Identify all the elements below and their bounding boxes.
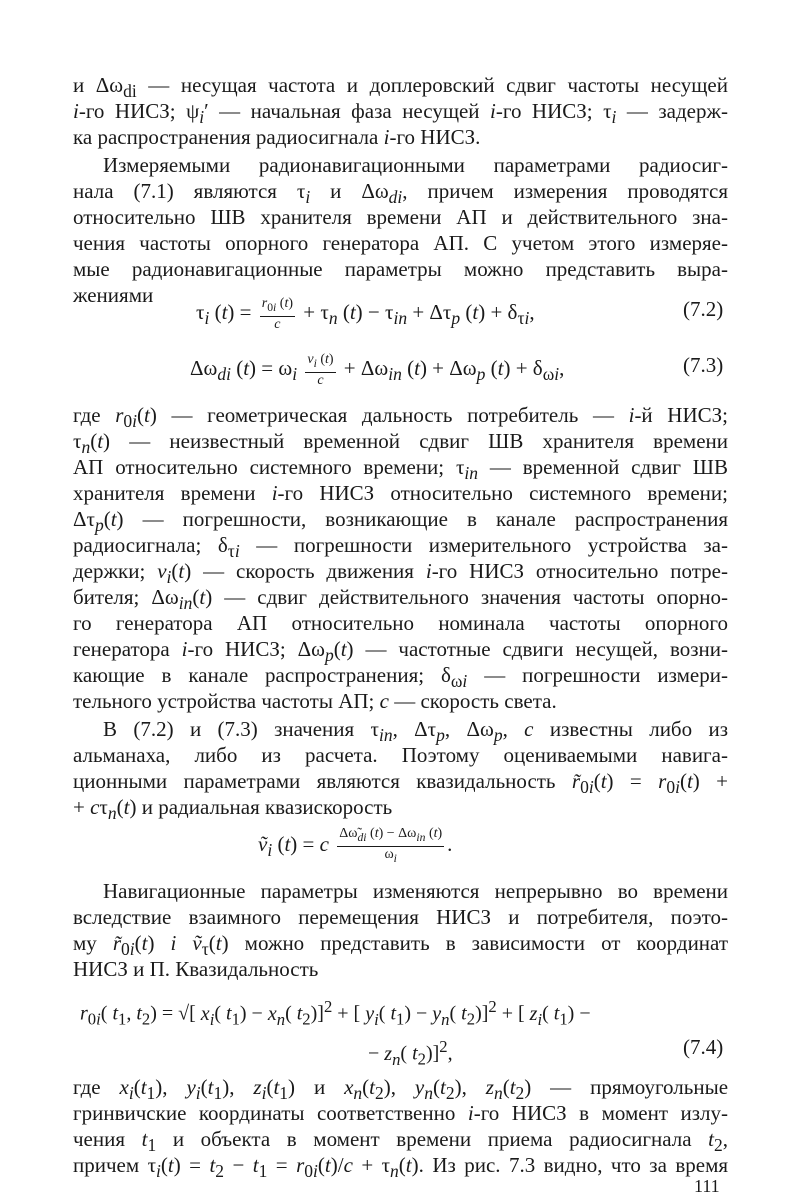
text-line: АП относительно системного времени; $\tau_{in}$ — временной сдвиг ШВ xyxy=(73,455,728,484)
text-line: радиосигнала; $\delta_{\tau i}$ — погрешности измерительного устройства за- xyxy=(73,533,728,562)
text-line: вследствие взаимного перемещения НИСЗ и потребителя, поэто- xyxy=(73,905,728,929)
text-line: му $r̃_{0i}(t)$ i ṽ$_\tau$(t) можно представить в зависимости от координат xyxy=(73,931,728,960)
text-line: нала (7.1) являются $\tau_i$ и $\Delta\omega_{di}$, причем измерения проводятся xyxy=(73,179,728,208)
equation-number: (7.2) xyxy=(683,297,724,321)
text-line: хранителя времени i-го НИСЗ относительно системного времени; xyxy=(73,481,728,505)
equation-7-4-row1: $r_{0i}$( $t_1$, $t_2$) = √[ $x_i$( $t_1) - x_n$( $t_2)]^2$ + [ $y_i$( $t_1) - y_n$( $t_2)]^2$ + [ $z_i$( $t_1$) − xyxy=(80,997,591,1029)
equation-quasi-velocity: ṽ$_i$ (t) = c $\frac{\Delta\omegã_{di} (t) - \Delta\omega_{in} (t)}{\omega_i}$ . xyxy=(258,826,453,865)
page-number: 111 xyxy=(694,1176,720,1196)
text-line: чения $t_1$ и объекта в момент времени приема радиосигнала $t_2$, xyxy=(73,1127,728,1156)
text-line: и $\Delta\omega_{di}$ — несущая частота и доплеровский сдвиг частоты несущей xyxy=(73,73,728,102)
text-line: жениями xyxy=(73,283,154,307)
text-line: бителя; $\Delta\omega_{in}(t)$ — сдвиг действительного значения частоты опорно- xyxy=(73,585,728,614)
text-line: альманаха, либо из расчета. Поэтому оцениваемыми навига- xyxy=(73,743,728,767)
text-line: где $r_{0i}(t)$ — геометрическая дальность потребитель — i-й НИСЗ; xyxy=(73,403,728,432)
text-line: НИСЗ и П. Квазидальность xyxy=(73,957,319,981)
text-line: го генератора АП относительно номинала частоты опорного xyxy=(73,611,728,635)
text-line: i-го НИСЗ; $\psi_i'$ — начальная фаза несущей i-го НИСЗ; $\tau_i$ — задерж- xyxy=(73,99,728,128)
text-line: Навигационные параметры изменяются непрерывно во времени xyxy=(103,879,728,903)
equation-number: (7.4) xyxy=(683,1035,724,1059)
text-line: ка распространения радиосигнала i-го НИСЗ. xyxy=(73,125,481,149)
equation-number: (7.3) xyxy=(683,353,724,377)
text-line: генератора i-го НИСЗ; $\Delta\omega_p(t)$ — частотные сдвиги несущей, возни- xyxy=(73,637,728,666)
text-line: относительно ШВ хранителя времени АП и действительного зна- xyxy=(73,205,728,229)
equation-7-2: $\tau_i$ (t) = $\frac{r_{0i} (t)}{c}$ + $\tau_n$ $(t) - \tau_{in} + \Delta\tau_p$ $(t) + \delta_{\tau i}$, xyxy=(196,296,535,332)
text-line: гринвичские координаты соответственно i-го НИСЗ в момент излу- xyxy=(73,1101,729,1125)
text-line: держки; $v_i(t)$ — скорость движения i-го НИСЗ относительно потре- xyxy=(73,559,729,588)
text-line: где $x_i(t_1)$, $y_i(t_1)$, $z_i(t_1)$ и $x_n(t_2)$, $y_n(t_2)$, $z_n(t_2)$ — прямоугольные xyxy=(73,1075,729,1104)
text-line: чения частоты опорного генератора АП. С учетом этого измеряе- xyxy=(73,231,728,255)
text-line: тельного устройства частоты АП; c — скорость света. xyxy=(73,689,557,713)
text-line: кающие в канале распространения; $\delta_{\omega i}$ — погрешности измери- xyxy=(73,663,728,692)
text-line: мые радионавигационные параметры можно представить выра- xyxy=(73,257,728,281)
text-line: $\Delta\tau_p(t)$ — погрешности, возникающие в канале распространения xyxy=(73,507,728,536)
text-line: $\tau_n(t)$ — неизвестный временной сдвиг ШВ хранителя времени xyxy=(73,429,728,458)
text-line: ционными параметрами являются квазидальность $r̃_{0i}(t) = r_{0i}(t)$ + xyxy=(73,769,728,798)
text-line: + $c\tau_n(t)$ и радиальная квазискорость xyxy=(73,795,393,824)
text-line: В (7.2) и (7.3) значения $\tau_{in}$, $\Delta\tau_p$, $\Delta\omega_p$, c известны либо из xyxy=(103,717,729,746)
equation-7-3: $\Delta\omega_{di}$ $(t) = \omega_i$ $\frac{v_i (t)}{c}$ + $\Delta\omega_{in}$ $(t) + \Delta\omega_p$ $(t) + \delta_{\omega i}$, xyxy=(190,352,565,388)
text-line: Измеряемыми радионавигационными параметрами радиосиг- xyxy=(103,153,728,177)
text-line: причем $\tau_i(t) = t_2 - t_1 = r_{0i}(t)/c + \tau_n(t)$. Из рис. 7.3 видно, что за время xyxy=(73,1153,729,1182)
equation-7-4-row2: − $z_n$( $t_2)]^2$, xyxy=(368,1037,453,1069)
